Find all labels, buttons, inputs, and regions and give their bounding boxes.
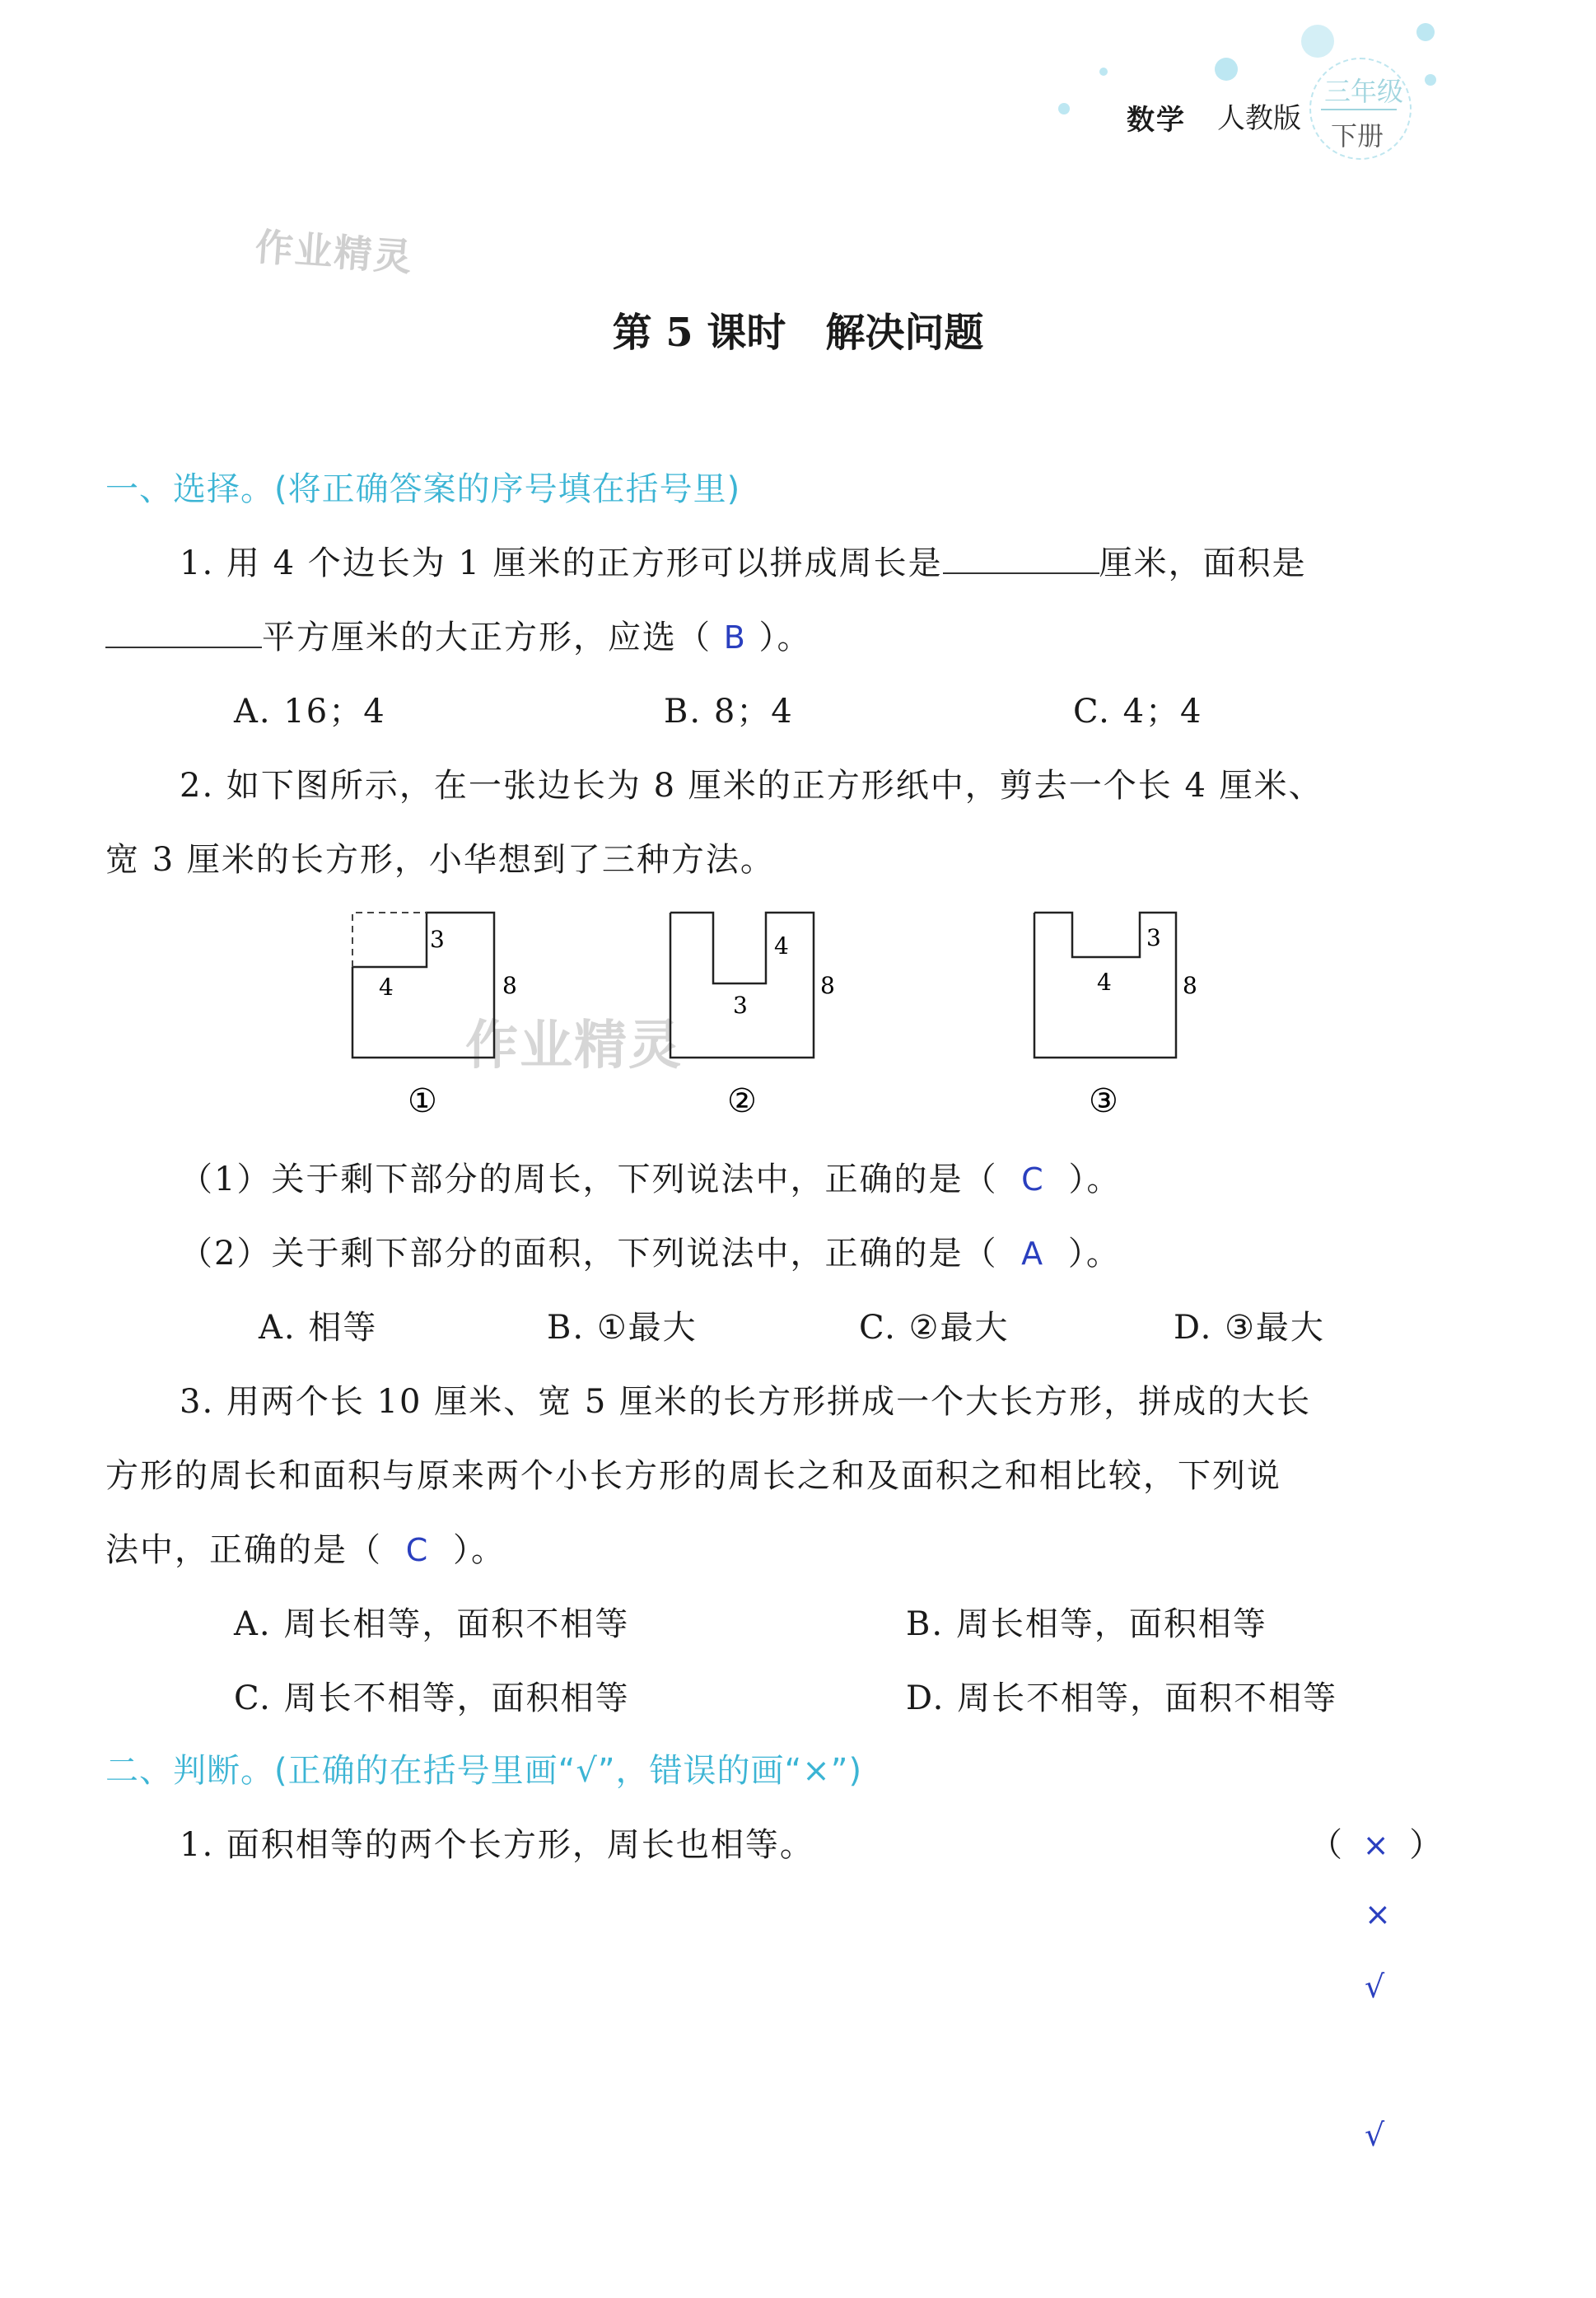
q2-sub2-close: ）。	[1067, 1235, 1121, 1273]
q1-line2	[105, 611, 812, 658]
judge-q1-brackets	[1309, 1819, 1444, 1866]
q3-option-b: B. 周长相等，面积相等	[906, 1605, 1267, 1643]
section1-heading: 一、选择。(将正确答案的序号填在括号里)	[105, 470, 741, 508]
fig1-label: ①	[408, 1082, 437, 1120]
q2-option-a: A. 相等	[259, 1309, 378, 1347]
fig3-cut-w: 4	[1097, 969, 1112, 996]
fig1-cut-w: 4	[379, 974, 394, 1001]
q1-text2: 平方厘米的大正方形，应选（	[262, 619, 712, 656]
fig2-cut-h: 4	[774, 932, 789, 960]
decor-dot	[1099, 68, 1108, 76]
q2-option-b: B. ①最大	[547, 1309, 698, 1347]
decor-dot	[1425, 74, 1436, 86]
section2-heading: 二、判断。(正确的在括号里画“√”，错误的画“×”)	[105, 1752, 863, 1790]
q1-close: ）。	[758, 619, 812, 656]
seal-divider	[1321, 109, 1397, 110]
judge-answer-3: √	[1365, 1969, 1385, 2005]
q1-blank1	[943, 543, 1099, 574]
q2-sub2-text: （2）关于剩下部分的面积，下列说法中，正确的是（	[180, 1235, 998, 1273]
fig2-shape	[670, 913, 814, 1058]
header-edition: 人教版	[1217, 102, 1301, 135]
q3-option-d: D. 周长不相等，面积不相等	[906, 1679, 1338, 1717]
q2-line1: 2. 如下图所示，在一张边长为 8 厘米的正方形纸中，剪去一个长 4 厘米、	[180, 767, 1323, 805]
fig2-cut-w: 3	[733, 992, 748, 1019]
q2-sub2	[180, 1227, 1121, 1274]
figure-3	[1034, 913, 1197, 1120]
fig3-label: ③	[1089, 1082, 1118, 1120]
page-title: 第 5 课时 解决问题	[612, 310, 984, 356]
watermark-top: 作业精灵	[254, 224, 415, 280]
q2-sub1-answer: C	[1021, 1161, 1045, 1198]
q3-answer: C	[405, 1532, 430, 1568]
q1-option-c: C. 4；4	[1073, 693, 1203, 731]
q3-text: 法中，正确的是（	[105, 1531, 382, 1569]
q2-sub2-answer: A	[1021, 1235, 1045, 1272]
q3-line2: 方形的周长和面积与原来两个小长方形的周长之和及面积之和相比较，下列说	[105, 1457, 1281, 1495]
q2-line2: 宽 3 厘米的长方形，小华想到了三种方法。	[105, 841, 775, 879]
q3-line3	[105, 1524, 506, 1571]
fig1-cut-outline	[352, 913, 427, 967]
q1-line1	[180, 537, 1307, 584]
fig1-side: 8	[502, 972, 517, 999]
q3-close: ）。	[452, 1531, 506, 1569]
decor-dot	[1058, 103, 1070, 114]
judge-q1-answer: ×	[1362, 1827, 1391, 1863]
header-subject: 数学	[1127, 104, 1186, 137]
q2-option-c: C. ②最大	[859, 1309, 1010, 1347]
decor-dot	[1301, 25, 1334, 58]
judge-q1-open: （	[1309, 1826, 1344, 1864]
q1-text-end: 厘米，面积是	[1099, 544, 1307, 582]
q2-sub1-close: ）。	[1068, 1161, 1122, 1198]
fig2-side: 8	[820, 972, 835, 999]
q3-option-a: A. 周长相等，面积不相等	[234, 1605, 630, 1643]
fig1-shape	[352, 913, 494, 1058]
figure-2	[670, 913, 835, 1120]
figure-1	[352, 913, 517, 1120]
decor-dot	[1416, 23, 1435, 41]
judge-answer-4: √	[1365, 2117, 1385, 2153]
header-volume: 下册	[1331, 120, 1384, 152]
q1-option-b: B. 8；4	[664, 693, 794, 731]
q2-option-d: D. ③最大	[1174, 1309, 1325, 1347]
judge-q1-close: ）	[1409, 1826, 1444, 1864]
fig3-cut-h: 3	[1146, 924, 1161, 951]
judge-answer-2: ×	[1365, 1896, 1391, 1932]
q3-line1: 3. 用两个长 10 厘米、宽 5 厘米的长方形拼成一个大长方形，拼成的大长	[180, 1383, 1312, 1421]
decor-dot	[1215, 58, 1238, 81]
q2-sub1	[180, 1153, 1121, 1200]
q1-option-a: A. 16；4	[234, 693, 386, 731]
q1-blank2	[105, 617, 262, 648]
q2-figures	[329, 898, 1219, 1128]
q1-answer: B	[723, 619, 747, 656]
judge-q1: 1. 面积相等的两个长方形，周长也相等。	[180, 1826, 814, 1864]
fig2-label: ②	[727, 1082, 757, 1120]
q3-option-c: C. 周长不相等，面积相等	[234, 1679, 630, 1717]
q1-text: 1. 用 4 个边长为 1 厘米的正方形可以拼成周长是	[180, 544, 943, 582]
watermark-figure: 作业精灵	[465, 1016, 683, 1077]
q2-sub1-text: （1）关于剩下部分的周长，下列说法中，正确的是（	[180, 1161, 998, 1198]
fig3-side: 8	[1183, 972, 1197, 999]
header-grade: 三年级	[1324, 76, 1404, 107]
fig1-cut-h: 3	[430, 926, 445, 953]
